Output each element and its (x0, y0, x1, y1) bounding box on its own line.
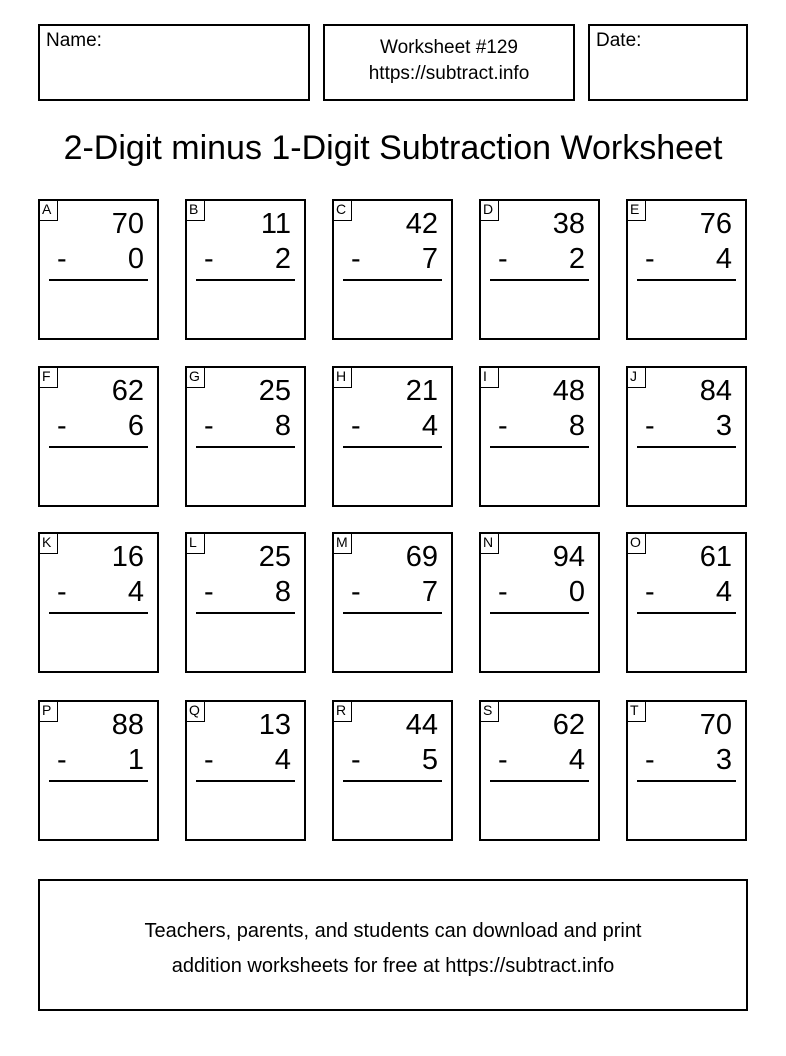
subtrahend: 0 (568, 576, 585, 608)
problem-card-i (479, 366, 600, 507)
minus-sign: - (204, 744, 214, 776)
subtrahend: 4 (568, 744, 585, 776)
problem-letter: M (332, 532, 352, 554)
problem-card-n (479, 532, 600, 673)
minuend: 88 (111, 709, 144, 741)
minuend: 13 (258, 709, 291, 741)
minuend: 21 (405, 375, 438, 407)
problem-card-k (38, 532, 159, 673)
problem-letter: C (332, 199, 352, 221)
subtrahend: 8 (568, 410, 585, 442)
problem-card-p (38, 700, 159, 841)
problem-letter: F (38, 366, 58, 388)
problem-card-s (479, 700, 600, 841)
minuend: 62 (552, 709, 585, 741)
problem-letter: J (626, 366, 646, 388)
answer-line (343, 446, 442, 448)
subtrahend: 4 (715, 576, 732, 608)
problem-letter: T (626, 700, 646, 722)
answer-line (637, 279, 736, 281)
minus-sign: - (204, 243, 214, 275)
answer-line (343, 612, 442, 614)
problem-card-b (185, 199, 306, 340)
minus-sign: - (498, 744, 508, 776)
minus-sign: - (498, 576, 508, 608)
minus-sign: - (645, 576, 655, 608)
page-title: 2-Digit minus 1-Digit Subtraction Worksheet (63, 129, 723, 167)
answer-line (343, 279, 442, 281)
minuend: 44 (405, 709, 438, 741)
minus-sign: - (351, 744, 361, 776)
minus-sign: - (645, 744, 655, 776)
problem-letter: E (626, 199, 646, 221)
problem-letter: A (38, 199, 58, 221)
minus-sign: - (204, 576, 214, 608)
problem-letter: D (479, 199, 499, 221)
minus-sign: - (498, 243, 508, 275)
problem-card-f (38, 366, 159, 507)
problem-card-t (626, 700, 747, 841)
footer-box (38, 879, 748, 1011)
problem-letter: S (479, 700, 499, 722)
subtrahend: 5 (421, 744, 438, 776)
answer-line (637, 612, 736, 614)
answer-line (490, 446, 589, 448)
subtrahend: 4 (715, 243, 732, 275)
problem-card-a (38, 199, 159, 340)
subtrahend: 0 (127, 243, 144, 275)
subtrahend: 6 (127, 410, 144, 442)
subtrahend: 4 (421, 410, 438, 442)
minus-sign: - (498, 410, 508, 442)
problem-letter: K (38, 532, 58, 554)
worksheet-info-box (323, 24, 575, 101)
problem-card-c (332, 199, 453, 340)
answer-line (49, 446, 148, 448)
minuend: 84 (699, 375, 732, 407)
minuend: 42 (405, 208, 438, 240)
worksheet-url: https://subtract.info (368, 63, 530, 84)
minus-sign: - (57, 243, 67, 275)
problem-letter: N (479, 532, 499, 554)
minuend: 48 (552, 375, 585, 407)
problem-card-m (332, 532, 453, 673)
minus-sign: - (351, 576, 361, 608)
minus-sign: - (645, 243, 655, 275)
subtrahend: 4 (274, 744, 291, 776)
footer-line-2: addition worksheets for free at https://subtract.info (171, 955, 615, 977)
answer-line (490, 780, 589, 782)
problem-card-e (626, 199, 747, 340)
subtrahend: 7 (421, 576, 438, 608)
name-label: Name: (46, 30, 102, 51)
minus-sign: - (351, 410, 361, 442)
problem-card-l (185, 532, 306, 673)
problem-letter: I (479, 366, 499, 388)
problem-card-g (185, 366, 306, 507)
answer-line (637, 780, 736, 782)
problem-card-o (626, 532, 747, 673)
answer-line (490, 612, 589, 614)
problem-letter: G (185, 366, 205, 388)
date-label: Date: (596, 30, 642, 51)
minus-sign: - (351, 243, 361, 275)
problem-card-h (332, 366, 453, 507)
problem-card-j (626, 366, 747, 507)
subtrahend: 2 (274, 243, 291, 275)
subtrahend: 7 (421, 243, 438, 275)
date-field[interactable] (588, 24, 748, 101)
answer-line (637, 446, 736, 448)
answer-line (196, 780, 295, 782)
minuend: 94 (552, 541, 585, 573)
subtrahend: 8 (274, 410, 291, 442)
answer-line (49, 612, 148, 614)
problem-letter: R (332, 700, 352, 722)
minus-sign: - (204, 410, 214, 442)
worksheet-number: Worksheet #129 (379, 37, 518, 58)
answer-line (196, 279, 295, 281)
minus-sign: - (645, 410, 655, 442)
minuend: 25 (258, 375, 291, 407)
minuend: 38 (552, 208, 585, 240)
minus-sign: - (57, 410, 67, 442)
subtrahend: 1 (127, 744, 144, 776)
problem-letter: B (185, 199, 205, 221)
problem-letter: Q (185, 700, 205, 722)
minuend: 11 (260, 208, 291, 240)
minus-sign: - (57, 576, 67, 608)
minuend: 25 (258, 541, 291, 573)
name-field[interactable] (38, 24, 310, 101)
problem-card-d (479, 199, 600, 340)
answer-line (196, 446, 295, 448)
subtrahend: 8 (274, 576, 291, 608)
minuend: 16 (111, 541, 144, 573)
minuend: 76 (699, 208, 732, 240)
minuend: 69 (405, 541, 438, 573)
answer-line (196, 612, 295, 614)
subtrahend: 4 (127, 576, 144, 608)
problem-letter: O (626, 532, 646, 554)
subtrahend: 3 (715, 410, 732, 442)
problem-letter: L (185, 532, 205, 554)
subtrahend: 2 (568, 243, 585, 275)
minus-sign: - (57, 744, 67, 776)
minuend: 61 (699, 541, 732, 573)
minuend: 70 (111, 208, 144, 240)
problem-card-r (332, 700, 453, 841)
minuend: 70 (699, 709, 732, 741)
problem-letter: P (38, 700, 58, 722)
answer-line (490, 279, 589, 281)
footer-line-1: Teachers, parents, and students can download and print (144, 920, 642, 942)
minuend: 62 (111, 375, 144, 407)
answer-line (49, 780, 148, 782)
problem-card-q (185, 700, 306, 841)
answer-line (343, 780, 442, 782)
answer-line (49, 279, 148, 281)
subtrahend: 3 (715, 744, 732, 776)
problem-letter: H (332, 366, 352, 388)
